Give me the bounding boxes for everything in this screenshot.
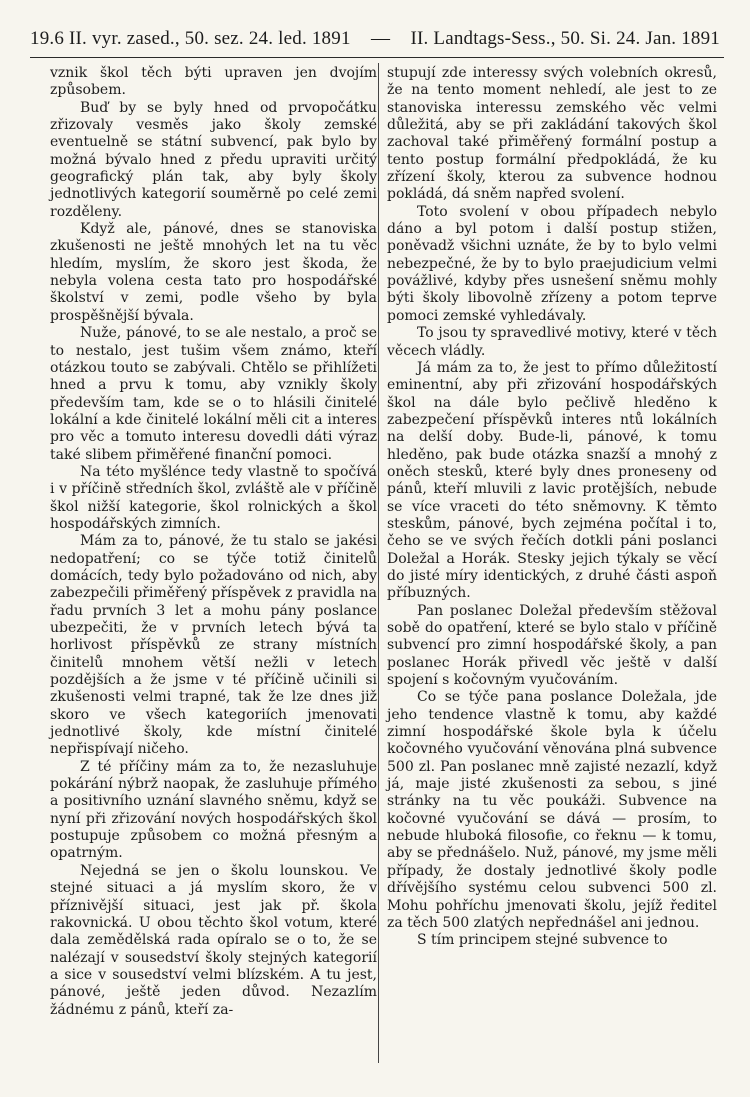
paragraph: S tím principem stejné subvence to (417, 932, 668, 949)
paragraph: Buď by se byly hned od prvopočátku zřizovaly vesměs jako školy zemské eventuelně se státní subvencí, pak bylo by možná bývalo hned z předu upraviti určitý geografický plán tak, aby byly školy jednotlivých kategorií souměrně po celé zemi rozděleny. (50, 99, 377, 220)
paragraph: Když ale, pánové, dnes se stanoviska zkušenosti ne ještě mnohých let na tu věc hledím, myslím, že skoro jest škoda, že nebyla volena cesta tato pro hospodářské školství v zemi, podle všeho by byla prospěšnější bývala. (50, 221, 377, 324)
header-rule (30, 57, 724, 58)
header-dash: — (370, 28, 391, 49)
header-right: II. Landtags-Sess., 50. Si. 24. Jan. 1891 (410, 28, 720, 49)
paragraph: Nejedná se jen o školu lounskou. Ve stejné situaci a já myslím skoro, že v příznivější situaci, jest jak př. škola rakovnická. U obou těchto škol votum, které dala zemědělská rada opíralo se o to, že se nalézají v sousedství školy stejných kategorií a sice v sousedství velmi blízském. A tu jest, pánové, ještě jeden důvod. Nezazlím žádnému z pánů, kteří za- (50, 862, 377, 1018)
paragraph: Nuže, pánové, to se ale nestalo, a proč se to nestalo, jest tušim všem známo, kteří otázkou touto se zabývali. Chtělo se přihlížeti hned a prvu k tomu, aby vznikly školy především tam, kde se o to hlásili činitelé lokální a kde činitelé lokální měli cit a interes pro věc a tomuto interesu dovedli dáti výraz také slibem přiměřené finanční pomoci. (50, 325, 377, 463)
paragraph: Co se týče pana poslance Doležala, jde jeho tendence vlastně k tomu, aby každé zimní hospodářské škole byla k účelu kočovného vyučování věnována plná subvence 500 zl. Pan poslanec mně zajisté nezazlí, když já, maje jisté zkušenosti za sebou, s jiné stránky na tu věc poukáži. Subvence na kočovné vyučování se dává — prosím, to nebude hluboká filosofie, co řeknu — k tomu, aby se přednášelo. Nuž, pánové, my jsme měli případy, že dostaly jednotlivé školy podle dřívějšího systému celou subvenci 500 zl. Mohu pohříchu jmenovati školu, jejíž ředitel za těch 500 zlatých nepřednášel ani jednou. (387, 689, 717, 931)
paragraph: Z té příčiny mám za to, že nezasluhuje pokárání nýbrž naopak, že zasluhuje přímého a positivního uznání slavného sněmu, když se nyní při zřizování nových hospodářských škol postupuje způsobem co možná přesným a opatrným. (50, 758, 377, 862)
paragraph: Já mám za to, že jest to přímo důležitostí eminentní, aby při zřizování hospodářských škol na dále bylo pečlivě hleděno k zabezpečení příspěvků interes ntů lokálních na delší doby. Bude-li, pánové, k tomu hleděno, pak bude otázka snazší a mnohý z oněch stesků, které byly dnes proneseny od pánů, kteří mluvili z lavic protějších, nebude se více vraceti do této sněmovny. K těmto steskům, pánové, bych zejména počítal i to, čeho se ve svých řečích dotkli páni poslanci Doležal a Horák. Stesky jejich týkaly se věcí do jisté míry identických, z druhé části aspoň příbuzných. (387, 359, 717, 602)
header-left: 19.6 II. vyr. zased., 50. sez. 24. led. 1891 (30, 28, 351, 49)
column-divider (378, 63, 379, 1063)
paragraph: To jsou ty spravedlivé motivy, které v těch věcech vládly. (387, 325, 717, 359)
paragraph: Toto svolení v obou případech nebylo dáno a byl potom i další postup stižen, poněvadž všichni uznáte, že by to bylo velmi nebezpečné, že by to bylo praejudicium velmi povážlivé, kdyby přes usnešení sněmu mohly býti školy libovolně zřízeny a potom teprve pomoci zemské vyhledávaly. (387, 203, 717, 324)
paragraph: Pan poslanec Doležal především stěžoval sobě do opatření, které se bylo stalo v příčině subvencí pro zimní hospodářské školy, a pan poslanec Horák přivedl věc ještě v další spojení s kočovným vyučováním. (387, 602, 717, 689)
running-header (30, 22, 720, 50)
paragraph: stupují zde interessy svých volebních okresů, že na tento moment nehledí, ale jest to ze stanoviska interessu zemského věc velmi důležitá, aby se při zakládání takových škol zachoval také přiměřený formální postup a tento postup formální předpokládá, že ku zřízení školy, kterou za subvence hodnou pokládá, dá sněm napřed svolení. (387, 65, 717, 203)
right-column (387, 65, 717, 950)
left-column (50, 65, 377, 1019)
paragraph: Mám za to, pánové, že tu stalo se jakési nedopatření; co se týče totiž činitelů domácích, tedy bylo požadováno od nich, aby zabezpečili přiměřený příspěvek z pravidla na řadu prvních 3 let a mohu pány poslance ubezpečiti, že v prvních letech bývá ta horlivost příspěvků ze strany místních činitelů mnohem větší nežli v letech pozdějších a že jsme v té příčině učinili si zkušenosti velmi trapné, tak že lze dnes již skoro ve všech kategoriích jmenovati jednotlivé školy, kde místní činitelé nepřispívají ničeho. (50, 533, 377, 758)
paragraph: vznik škol těch býti upraven jen dvojím způsobem. (50, 65, 377, 99)
paragraph: Na této myšlénce tedy vlastně to spočívá i v příčině středních škol, zvláště ale v příčině škol nižší kategorie, škol rolnických a škol hospodářských zimních. (50, 463, 377, 532)
